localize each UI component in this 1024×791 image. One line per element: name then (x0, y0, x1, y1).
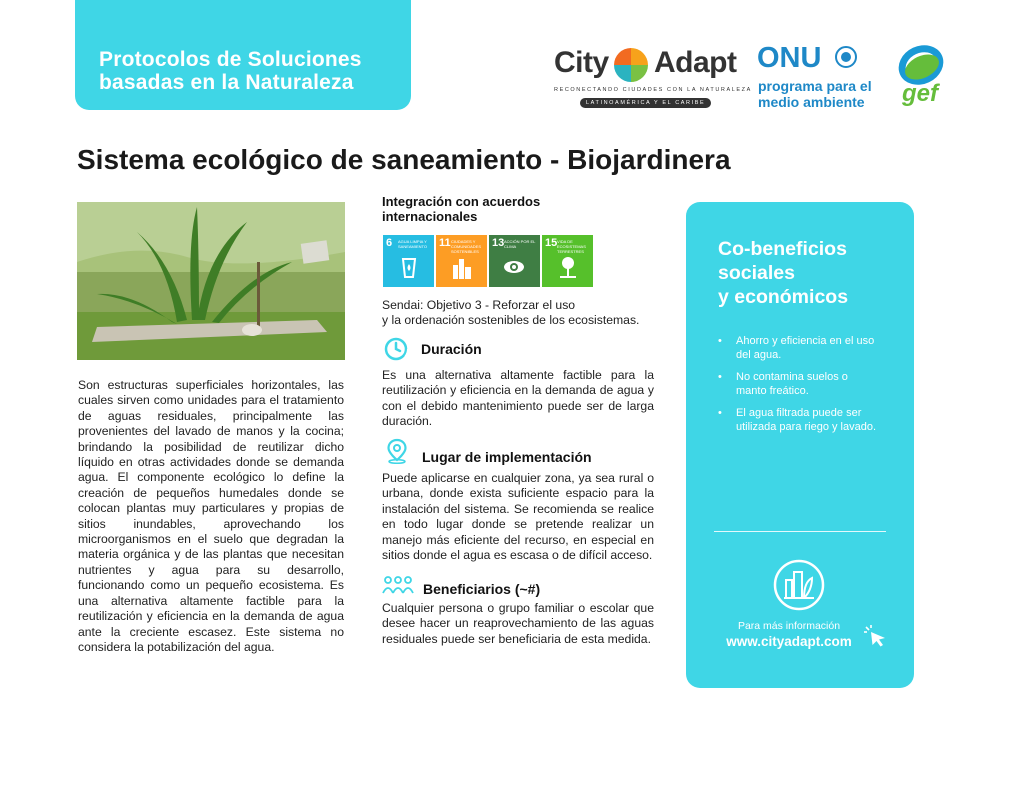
partner-logos (550, 40, 950, 115)
cityadapt-city-word: City (554, 46, 609, 79)
list-item: • El agua filtrada puede ser utilizada para riego y lavado. (718, 406, 878, 434)
onu-subtitle: programa para el medio ambiente (758, 78, 872, 110)
list-item: • No contamina suelos o manto freático. (718, 370, 878, 398)
location-body: Puede aplicarse en cualquier zona, ya sea rural o urbana, donde exista suficiente espacio para la instalación del sistema. Se recomienda se realice en todo lugar donde se pretende realizar un manejo más eficiente del recurso, en especial en sitios donde el agua es escasa o de difícil acceso. (382, 471, 654, 563)
click-cursor-icon (863, 624, 889, 648)
city-buildings-icon (452, 255, 472, 279)
people-icon (382, 573, 414, 599)
cobenefits-title: Co-beneficios sociales y económicos (718, 238, 849, 308)
cobenefits-panel (686, 202, 914, 688)
onu-word: ONU (757, 42, 822, 74)
beneficiaries-body: Cualquier persona o grupo familiar o escolar que desee hacer un reaprovechamiento de las aguas residuales puede ser beneficiaria de esta medida. (382, 601, 654, 646)
website-link[interactable]: www.cityadapt.com (726, 634, 852, 649)
sdg-11-badge: 11 CIUDADES Y COMUNIDADES SOSTENIBLES (436, 235, 487, 287)
cityadapt-circle-icon (772, 558, 826, 612)
header-banner (75, 0, 411, 110)
cityadapt-logo: City Adapt RECONECTANDO CIUDADES CON LA NATURALEZA LATINOAMÉRICA Y EL CARIBE (554, 46, 752, 106)
sdg-6-badge: 6 AGUA LIMPIA Y SANEAMIENTO (383, 235, 434, 287)
onu-environment-logo (757, 40, 877, 112)
duration-title: Duración (421, 341, 482, 357)
beneficiaries-title: Beneficiarios (~#) (423, 581, 541, 597)
duration-body: Es una alternativa altamente factible para la reutilización y eficiencia en la demanda de agua y con el debido mantenimiento puede ser de larga duración. (382, 368, 654, 429)
un-emblem-icon (835, 46, 857, 68)
location-pin-icon (384, 438, 410, 464)
description-text: Son estructuras superficiales horizontales, las cuales sirven como unidades para el tratamiento de aguas residuales, principalmente las provenientes del lavado de manos y la cocina; brindando la posibilidad de reutilizar dicho líquido en otras actividades donde se demanda agua. El componente ecológico lo define la creación de pequeños humedales donde se colocan plantas muy particulares y propias de sitios inundables, aprovechando los microorganismos en el suelo que degradan la materia orgánica y de las plantas que necesitan nutrientes y agua para su desarrollo, funcionando como un pequeño ecosistema. Es una alternativa altamente factible para la reutilización y eficiencia en la demanda de agua ante la creciente escasez. Este sistema no considera la potabilización del agua. (78, 378, 344, 654)
gef-word: gef (902, 80, 938, 107)
cityadapt-tagline: RECONECTANDO CIUDADES CON LA NATURALEZA (554, 87, 752, 93)
sendai-objective: Sendai: Objetivo 3 - Reforzar el uso y la ordenación sostenibles de los ecosistemas. (382, 298, 640, 328)
divider (714, 531, 886, 532)
eye-globe-icon (499, 255, 529, 279)
cityadapt-globe-icon (614, 48, 648, 82)
list-item: • Ahorro y eficiencia en el uso del agua. (718, 334, 878, 362)
water-glass-icon (399, 255, 419, 279)
cobenefits-list (718, 334, 878, 442)
clock-icon (383, 336, 409, 362)
gef-logo (892, 42, 950, 112)
sdg-13-badge: 13 ACCIÓN POR EL CLIMA (489, 235, 540, 287)
page-title: Sistema ecológico de saneamiento - Biojardinera (77, 144, 731, 175)
biojardinera-photo (77, 202, 345, 360)
agreements-heading: Integración con acuerdos internacionales (382, 194, 541, 224)
banner-line-2: basadas en la Naturaleza (99, 71, 354, 94)
tree-icon (558, 255, 578, 279)
more-info-label: Para más información (737, 620, 841, 632)
banner-line-1: Protocolos de Soluciones (99, 48, 362, 71)
location-title: Lugar de implementación (422, 449, 592, 465)
sdg-15-badge: 15 VIDA DE ECOSISTEMAS TERRESTRES (542, 235, 593, 287)
cityadapt-region: LATINOAMÉRICA Y EL CARIBE (580, 98, 711, 108)
sdg-badges (383, 235, 593, 287)
